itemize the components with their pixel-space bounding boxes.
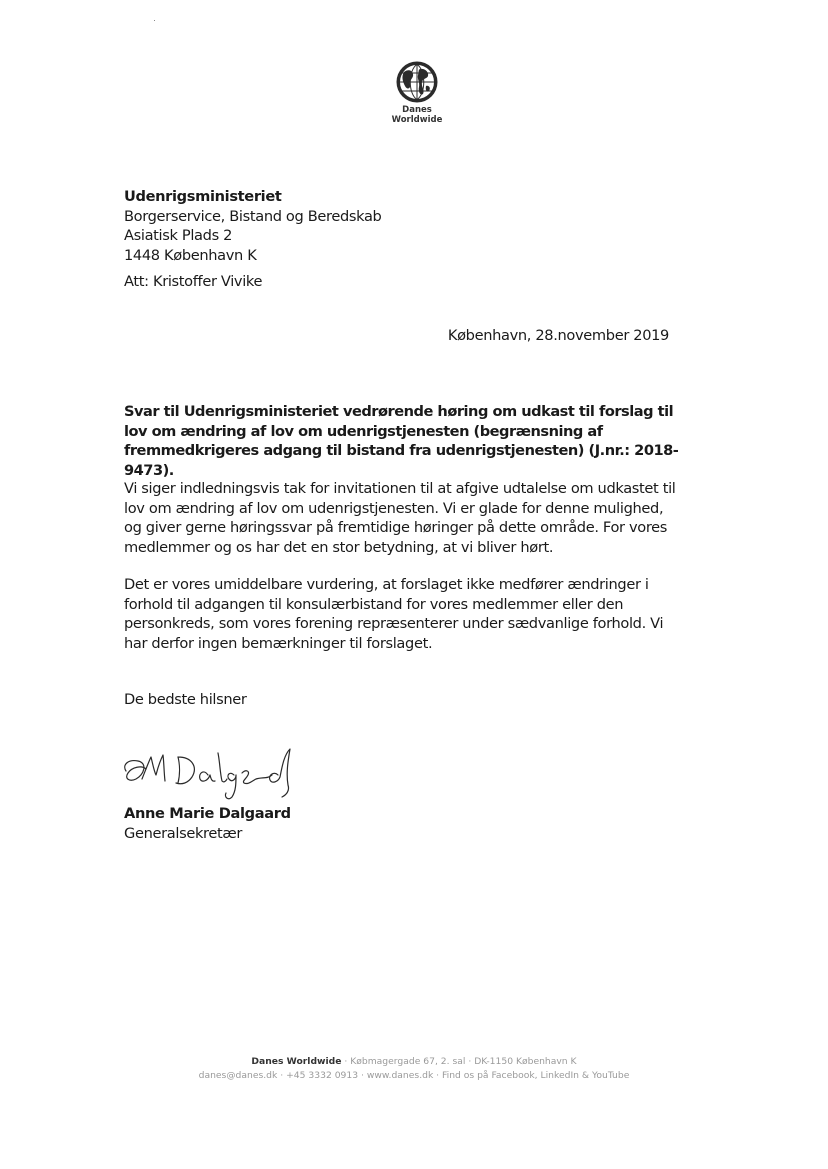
recipient-city: 1448 København K [124, 246, 257, 264]
footer [0, 1055, 828, 1083]
body-paragraph: Det er vores umiddelbare vurdering, at forslaget ikke medfører ændringer i forhold til adgangen til konsulærbistand for vores medlemmer eller den personkreds, som vores forening repræsenterer under sædvanlige forhold. Vi har derfor ingen bemærkninger til forslaget. [124, 576, 664, 652]
recipient-address [124, 187, 381, 265]
signer-title: Generalsekretær [124, 825, 243, 842]
letterhead-logo [377, 60, 457, 125]
body-paragraph: Vi siger indledningsvis tak for invitationen til at afgive udtalelse om udkastet til lov om ændring af lov om udenrigstjenesten. Vi er glade for denne mulighed, og giver gerne høringssvar på fremtidige høringer på dette område. For vores medlemmer og os har det en stor betydning, at vi bliver hørt. [124, 480, 676, 556]
scan-speck [154, 20, 155, 21]
recipient-street: Asiatisk Plads 2 [124, 227, 233, 244]
place-date: København, 28.november 2019 [447, 327, 669, 344]
footer-line-1 [0, 1055, 828, 1069]
handwritten-signature [118, 745, 308, 807]
closing: De bedste hilsner [124, 691, 247, 708]
globe-icon [395, 60, 439, 104]
signer-block [124, 804, 291, 844]
recipient-organization: Udenrigsministeriet [124, 188, 282, 205]
subject-heading: Svar til Udenrigsministeriet vedrørende høring om udkast til forslag til lov om ændring af lov om udenrigstjenesten (begrænsning af fremmedkrigeres adgang til bistand fra udenrigstjenesten) (J.nr.: 2018-9473). [124, 403, 679, 479]
logo-name: Danes Worldwide [391, 105, 443, 125]
recipient-department: Borgerservice, Bistand og Beredskab [124, 207, 382, 225]
footer-address: · Købmagergade 67, 2. sal · DK-1150 København K [341, 1056, 577, 1067]
signer-name: Anne Marie Dalgaard [124, 805, 291, 822]
attention-line: Att: Kristoffer Vivike [124, 273, 263, 290]
footer-brand: Danes Worldwide [251, 1056, 342, 1067]
footer-contact: danes@danes.dk · +45 3332 0913 · www.danes.dk · Find os på Facebook, LinkedIn & YouTube [198, 1070, 630, 1081]
